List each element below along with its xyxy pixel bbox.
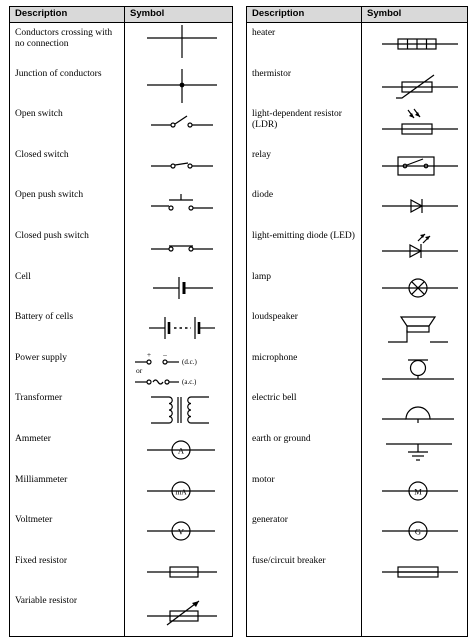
svg-text:–: – [163, 349, 167, 359]
svg-text:+: + [146, 349, 152, 359]
symbol-row [247, 430, 467, 471]
open-push-switch-icon [125, 186, 233, 226]
svg-text:(a.c.): (a.c.) [182, 377, 197, 386]
crossing-conductors-icon [125, 24, 233, 64]
table-header [10, 7, 232, 23]
right-symbol-table [246, 6, 468, 637]
earth-icon [362, 430, 470, 470]
diode-icon [362, 186, 470, 226]
symbol-description: light-emitting diode (LED) [252, 231, 355, 241]
description-header: Description [252, 8, 305, 19]
closed-push-switch-icon [125, 227, 233, 267]
symbol-row [10, 268, 232, 309]
milliammeter-icon [125, 471, 233, 511]
symbol-header: Symbol [130, 8, 165, 19]
generator-icon [362, 511, 470, 551]
symbol-description: motor [252, 474, 275, 485]
symbol-description: light-dependent resistor (LDR) [252, 109, 342, 131]
symbol-row [10, 471, 232, 512]
symbol-description: loudspeaker [252, 312, 298, 323]
symbol-row [10, 592, 232, 633]
symbol-row [10, 65, 232, 106]
description-header: Description [15, 8, 68, 19]
symbol-row [10, 146, 232, 187]
electric-bell-icon [362, 389, 470, 429]
left-symbol-table [9, 6, 233, 637]
closed-switch-icon [125, 146, 233, 186]
motor-icon [362, 471, 470, 511]
heater-icon [362, 24, 470, 64]
symbol-header: Symbol [367, 8, 402, 19]
svg-text:or: or [136, 365, 143, 375]
symbol-row [10, 430, 232, 471]
symbol-row [247, 389, 467, 430]
symbol-description: fuse/circuit breaker [252, 555, 326, 566]
symbol-description: Closed push switch [15, 231, 89, 241]
symbol-description: lamp [252, 271, 271, 282]
symbol-description: heater [252, 28, 276, 38]
relay-icon [362, 146, 470, 186]
svg-text:V: V [177, 526, 185, 537]
svg-text:(d.c.): (d.c.) [182, 357, 197, 366]
symbol-row [10, 511, 232, 552]
open-switch-icon [125, 105, 233, 145]
ldr-icon [362, 105, 470, 145]
svg-text:G: G [414, 526, 422, 537]
symbol-row [247, 65, 467, 106]
symbol-row [247, 146, 467, 187]
symbol-description: Open switch [15, 109, 63, 120]
loudspeaker-icon [362, 308, 470, 348]
symbol-row [247, 349, 467, 390]
svg-text:M: M [414, 486, 422, 497]
symbol-description: Transformer [15, 393, 63, 404]
symbol-description: electric bell [252, 393, 297, 404]
lamp-icon [362, 268, 470, 308]
symbol-row [10, 552, 232, 593]
symbol-row [247, 105, 467, 146]
symbol-row [247, 227, 467, 268]
symbol-description: Junction of conductors [15, 68, 102, 79]
symbol-description: Battery of cells [15, 312, 74, 323]
symbol-description: Milliammeter [15, 474, 68, 485]
symbol-row [10, 105, 232, 146]
variable-resistor-icon [125, 592, 233, 632]
symbol-row [247, 552, 467, 593]
symbol-description: Variable resistor [15, 596, 77, 607]
transformer-icon [125, 389, 233, 429]
fixed-resistor-icon [125, 552, 233, 592]
fuse-icon [362, 552, 470, 592]
symbol-description: thermistor [252, 68, 292, 79]
symbol-description: Open push switch [15, 190, 84, 201]
thermistor-icon [362, 65, 470, 105]
symbol-description: earth or ground [252, 434, 311, 444]
symbol-description: Cell [15, 271, 31, 282]
microphone-icon [362, 349, 470, 389]
symbol-description: relay [252, 149, 271, 160]
symbol-row [247, 186, 467, 227]
symbol-description: Ammeter [15, 434, 51, 444]
symbol-description: Closed switch [15, 149, 69, 160]
symbol-row [247, 24, 467, 65]
symbol-row [10, 349, 232, 390]
symbol-row [247, 471, 467, 512]
symbol-row [10, 389, 232, 430]
svg-text:mA: mA [175, 487, 187, 497]
voltmeter-icon [125, 511, 233, 551]
symbol-row [10, 24, 232, 65]
led-icon [362, 227, 470, 267]
symbol-description: Fixed resistor [15, 555, 67, 566]
symbol-row [247, 511, 467, 552]
ammeter-icon [125, 430, 233, 470]
symbol-row [10, 308, 232, 349]
battery-icon [125, 308, 233, 348]
symbol-description: Conductors crossing with no connection [15, 28, 113, 49]
junction-icon [125, 65, 233, 105]
symbol-description: Power supply [15, 352, 67, 363]
symbol-row [247, 268, 467, 309]
symbol-description: microphone [252, 352, 298, 363]
symbol-row [10, 227, 232, 268]
symbol-description: diode [252, 190, 274, 201]
symbol-row [10, 186, 232, 227]
power-supply-icon [125, 349, 233, 389]
symbol-row [247, 308, 467, 349]
symbol-description: Voltmeter [15, 515, 53, 526]
cell-icon [125, 268, 233, 308]
svg-text:A: A [177, 445, 185, 456]
table-header [247, 7, 467, 23]
symbol-description: generator [252, 515, 288, 526]
